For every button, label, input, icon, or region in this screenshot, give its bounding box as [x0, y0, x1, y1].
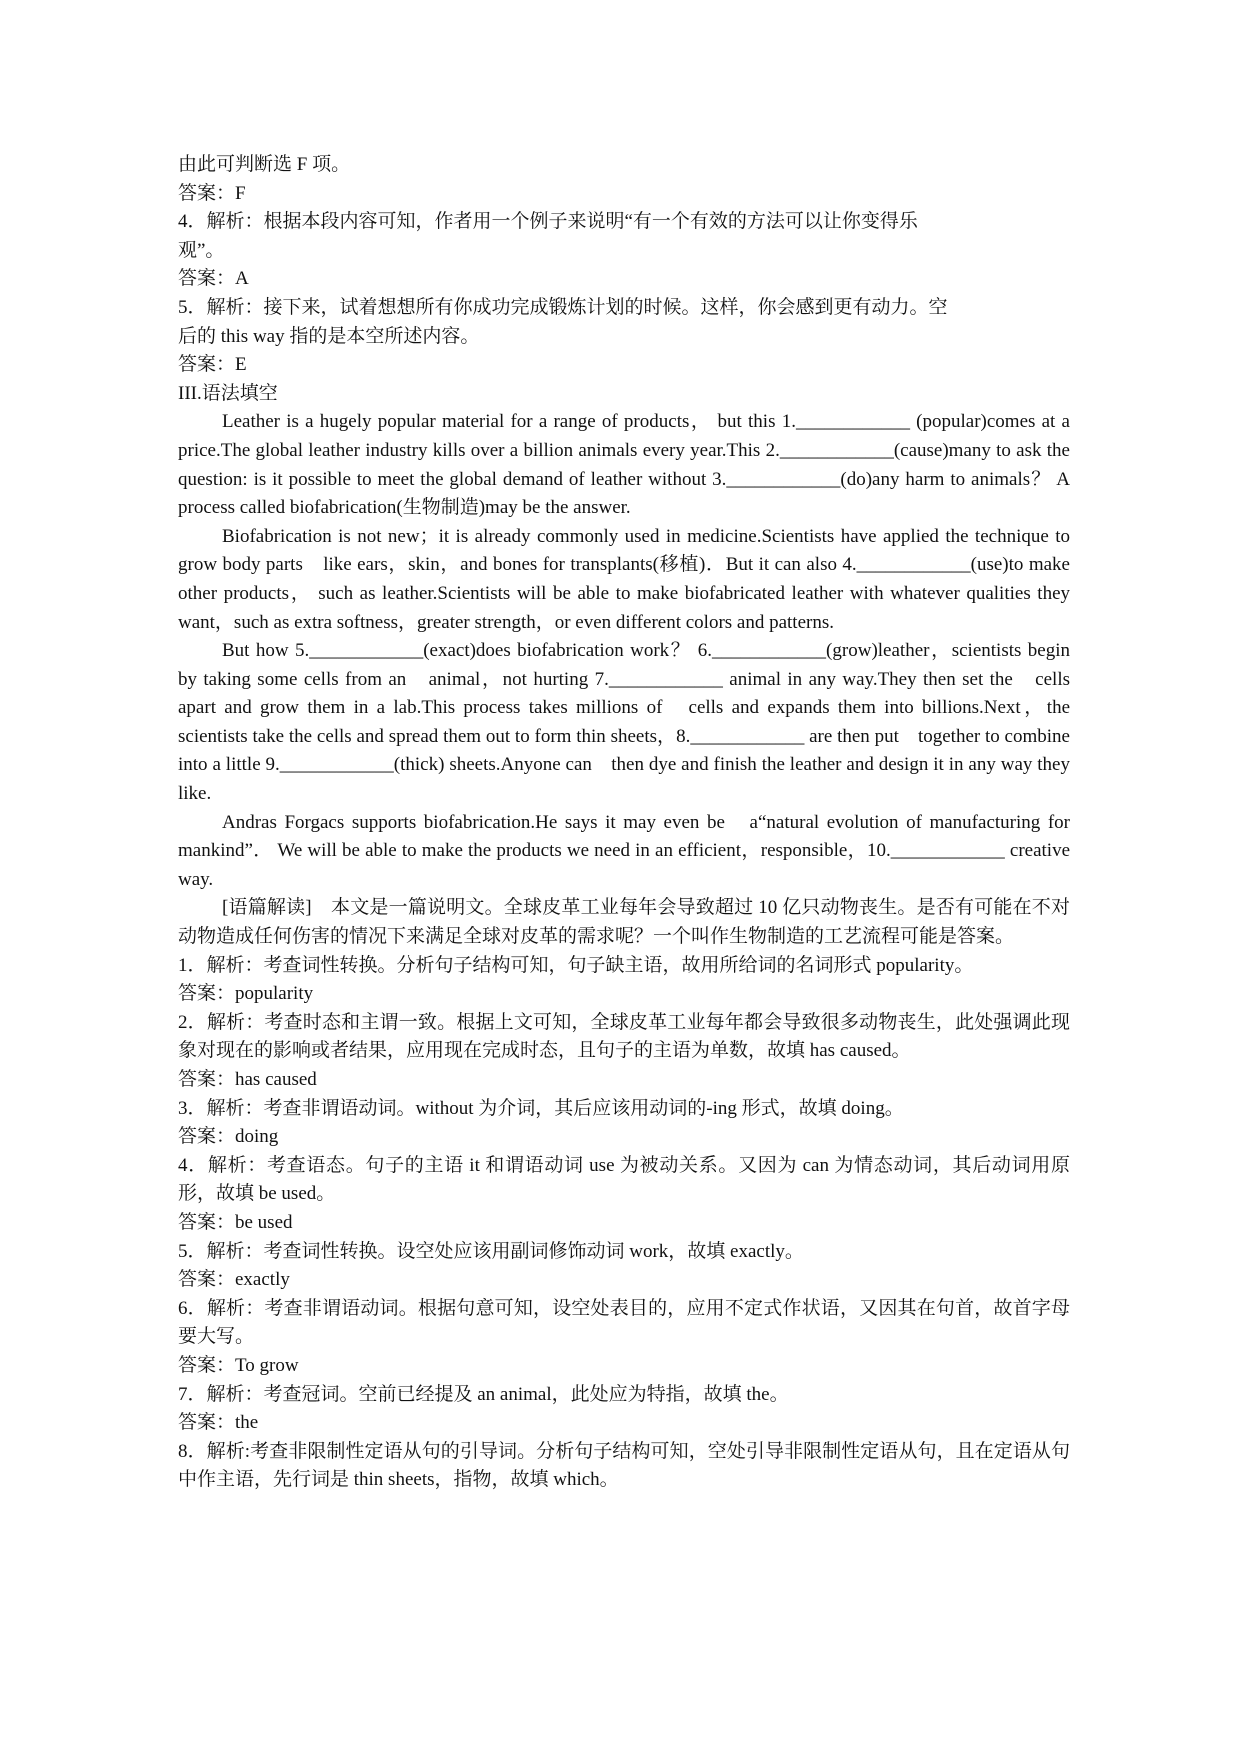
explanation-line: 后的 this way 指的是本空所述内容。 [178, 325, 480, 347]
answer-1: 答案：popularity [178, 983, 314, 1005]
answer-line: 答案：E [178, 354, 247, 376]
text-line: 由此可判断选 F 项。 [178, 154, 351, 175]
answer-7: 答案：the [178, 1412, 259, 1434]
explanation-8: 8．解析:考查非限制性定语从句的引导词。分析句子结构可知，空处引导非限制性定语从句，且在定语从句中作主语，先行词是 thin sheets，指物，故填 which。 [178, 1440, 1070, 1491]
answer-line: 答案：A [178, 268, 249, 290]
answer-line: 答案：F [178, 182, 246, 204]
explanation-line: 观”。 [178, 239, 225, 261]
explanation-3: 3．解析：考查非谓语动词。without 为介词，其后应该用动词的-ing 形式，故填 doing。 [178, 1097, 904, 1119]
answer-6: 答案：To grow [178, 1354, 299, 1376]
passage-paragraph-3: But how 5.____________(exact)does biofabrication work？ 6.____________(grow)leather，scientists begin by taking some cells from an animal，not hurting 7.____________ animal in any way.They then set the cells apart and grow them in a lab.This process takes millions of cells and expands them into billions.Next，the scientists take the cells and spread them out to form thin sheets，8.____________ are then put together to combine into a little 9.____________(thick) sheets.Anyone can then dye and finish the leather and design it in any way they like. [178, 640, 1070, 805]
explanation-1: 1．解析：考查词性转换。分析句子结构可知，句子缺主语，故用所给词的名词形式 popularity。 [178, 954, 974, 976]
passage-paragraph-1: Leather is a hugely popular material for a range of products， but this 1.____________ (popular)comes at a price.The global leather industry kills over a billion animals every year.This 2.____________(cause)many to ask the question: is it possible to meet the global demand of leather without 3.____________(do)any harm to animals？ A process called biofabrication(生物制造)may be the answer. [178, 411, 1070, 519]
section-title: III.语法填空 [178, 382, 278, 404]
passage-paragraph-4: Andras Forgacs supports biofabrication.He says it may even be a“natural evolution of manufacturing for mankind”． We will be able to make the products we need in an efficient，responsible，10.____________ creative way. [178, 811, 1070, 890]
explanation-4: 4．解析：考查语态。句子的主语 it 和谓语动词 use 为被动关系。又因为 can 为情态动词，其后动词用原形，故填 be used。 [178, 1154, 1070, 1205]
answer-5: 答案：exactly [178, 1269, 290, 1291]
explanation-7: 7．解析：考查冠词。空前已经提及 an animal，此处应为特指，故填 the。 [178, 1383, 789, 1405]
explanation-2: 2．解析：考查时态和主谓一致。根据上文可知，全球皮革工业每年都会导致很多动物丧生，此处强调此现象对现在的影响或者结果，应用现在完成时态，且句子的主语为单数，故填 has caused。 [178, 1011, 1070, 1062]
explanation-5: 5．解析：考查词性转换。设空处应该用副词修饰动词 work，故填 exactly。 [178, 1240, 804, 1262]
passage-paragraph-2: Biofabrication is not new；it is already commonly used in medicine.Scientists have applied the technique to grow body parts like ears，skin，and bones for transplants(移植)．But it can also 4.____________(use)to make other products， such as leather.Scientists will be able to make biofabricated leather with whatever qualities they want，such as extra softness，greater strength，or even different colors and patterns. [178, 525, 1070, 633]
document-page [178, 151, 1070, 1495]
answer-3: 答案：doing [178, 1126, 279, 1148]
answer-4: 答案：be used [178, 1211, 293, 1233]
reading-summary: [语篇解读] 本文是一篇说明文。全球皮革工业每年会导致超过 10 亿只动物丧生。是否有可能在不对动物造成任何伤害的情况下来满足全球对皮革的需求呢？一个叫作生物制造的工艺流程可能是答案。 [178, 897, 1070, 948]
explanation-line: 5．解析：接下来，试着想想所有你成功完成锻炼计划的时候。这样，你会感到更有动力。空 [178, 296, 948, 318]
explanation-line: 4．解析：根据本段内容可知，作者用一个例子来说明“有一个有效的方法可以让你变得乐 [178, 211, 918, 233]
answer-2: 答案：has caused [178, 1069, 317, 1090]
explanation-6: 6．解析：考查非谓语动词。根据句意可知，设空处表目的，应用不定式作状语，又因其在句首，故首字母要大写。 [178, 1297, 1070, 1348]
